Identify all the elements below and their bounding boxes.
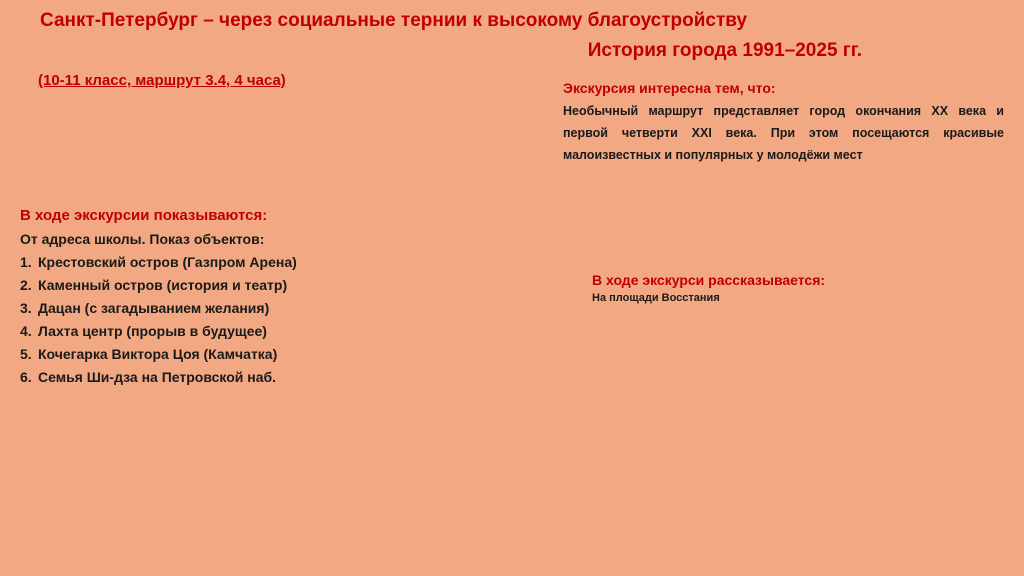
told-text: На площади Восстания	[592, 292, 720, 304]
list-item-number: 3.	[20, 300, 32, 316]
list-item-text: Крестовский остров (Газпром Арена)	[38, 254, 297, 270]
list-item-number: 5.	[20, 346, 32, 362]
list-item-text: Семья Ши-дза на Петровской наб.	[38, 369, 277, 385]
list-item-text: Дацан (с загадыванием желания)	[38, 300, 270, 316]
list-item-number: 4.	[20, 323, 32, 339]
list-item-text: Лахта центр (прорыв в будущее)	[38, 323, 267, 339]
list-item	[20, 297, 460, 320]
list-item-number: 6.	[20, 369, 32, 385]
interest-heading: Экскурсия интересна тем, что:	[563, 80, 776, 96]
shown-heading: В ходе экскурсии показываются:	[20, 207, 268, 224]
list-item-text: Каменный остров (история и театр)	[38, 277, 288, 293]
shown-intro: От адреса школы. Показ объектов:	[20, 231, 265, 247]
list-item	[20, 274, 460, 297]
title-line-1: Санкт-Петербург – через социальные тернии к высокому благоустройству	[40, 10, 748, 31]
interest-block	[563, 80, 1004, 166]
list-item	[20, 320, 460, 343]
shown-list	[20, 251, 460, 389]
list-item-number: 2.	[20, 277, 32, 293]
shown-block	[20, 207, 460, 389]
interest-text: Необычный маршрут представляет город окончания XX века и первой четверти XXI века. При этом посещаются красивые малоизвестных и популярных у молодёжи мест	[563, 104, 1004, 162]
title-line-2: История города 1991–2025 гг.	[587, 40, 862, 61]
subtitle: (10-11 класс, маршрут 3.4, 4 часа)	[38, 72, 286, 89]
told-heading: В ходе экскурси рассказывается:	[592, 272, 826, 288]
list-item-number: 1.	[20, 254, 32, 270]
list-item	[20, 366, 460, 389]
list-item	[20, 343, 460, 366]
list-item	[20, 251, 460, 274]
told-block	[592, 272, 992, 304]
list-item-text: Кочегарка Виктора Цоя (Камчатка)	[38, 346, 278, 362]
